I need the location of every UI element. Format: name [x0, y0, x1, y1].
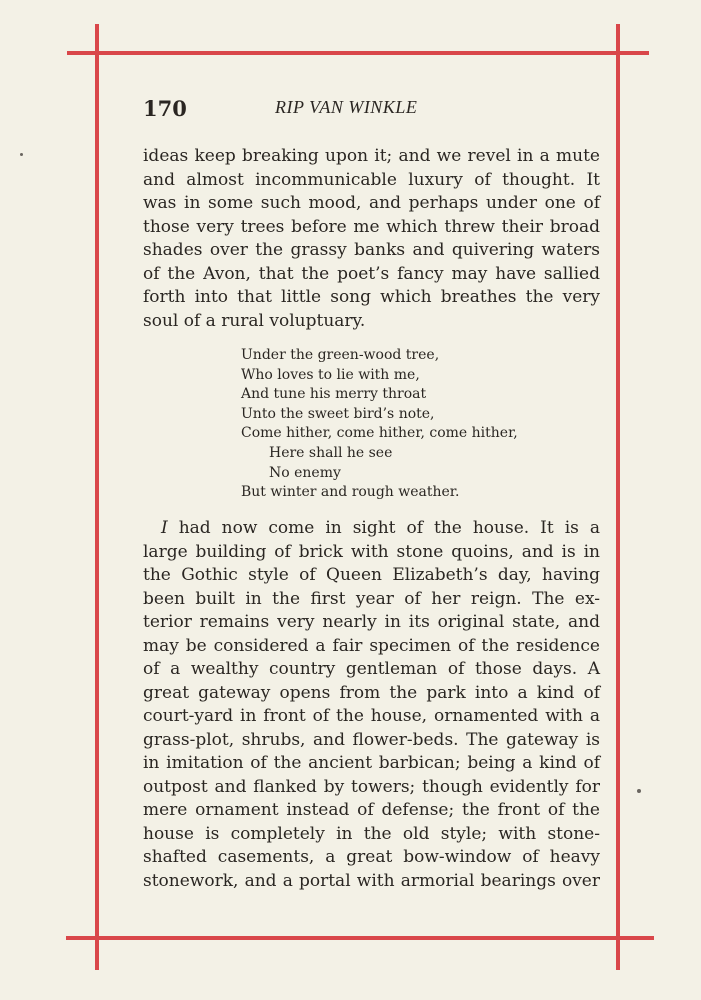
- verse-line: Come hither, come hither, come hither,: [241, 425, 518, 442]
- text-line: house is completely in the old style; with stone-: [143, 823, 600, 844]
- verse-line: Unto the sweet bird’s note,: [241, 405, 435, 422]
- text-line: in imitation of the ancient barbican; being a kind of: [143, 753, 600, 773]
- paragraph-2: [143, 517, 600, 893]
- text-line: large building of brick with stone quoins, and is in: [143, 541, 600, 562]
- page-header: [143, 96, 603, 126]
- initial-letter: I: [161, 518, 168, 538]
- text-line: ideas keep breaking upon it; and we revel in a mute: [143, 146, 600, 166]
- border-rule-left: [95, 24, 99, 970]
- border-rule-top: [67, 51, 649, 55]
- page-number: 170: [143, 96, 187, 121]
- text-line: of a wealthy country gentleman of those days. A: [143, 659, 600, 679]
- text-line: shades over the grassy banks and quivering waters: [143, 240, 600, 260]
- text-line: forth into that little song which breathes the very: [143, 287, 600, 307]
- paragraph-1: [143, 145, 600, 333]
- first-line-text: had now come in sight of the house. It is a: [167, 518, 600, 538]
- verse-line: Under the green-wood tree,: [241, 347, 440, 363]
- verse-line: And tune his merry throat: [241, 386, 427, 403]
- verse-line: No enemy: [269, 464, 341, 481]
- text-line: the Gothic style of Queen Elizabeth’s day, having: [143, 565, 600, 585]
- running-title: RIP VAN WINKLE: [275, 97, 418, 117]
- text-line: grass-plot, shrubs, and flower-beds. The gateway is: [143, 729, 600, 750]
- paper-speck: [637, 789, 641, 793]
- text-line: mere ornament instead of defense; the front of the: [143, 800, 600, 820]
- text-line: and almost incommunicable luxury of thought. It: [143, 169, 600, 190]
- text-line: great gateway opens from the park into a kind of: [143, 682, 600, 703]
- text-line: of the Avon, that the poet’s fancy may have sallied: [143, 263, 600, 284]
- verse-line: Here shall he see: [269, 444, 393, 461]
- border-rule-right: [616, 24, 620, 970]
- border-rule-bottom: [66, 936, 654, 940]
- text-line: outpost and flanked by towers; though evidently for: [143, 776, 600, 797]
- text-line: court-yard in front of the house, ornamented with a: [143, 706, 600, 726]
- text-line: may be considered a fair specimen of the residence: [143, 635, 600, 656]
- verse-line: But winter and rough weather.: [241, 484, 460, 501]
- text-line: was in some such mood, and perhaps under one of: [143, 193, 600, 213]
- paper-speck: [20, 153, 23, 156]
- text-line: terior remains very nearly in its original state, and: [143, 612, 600, 632]
- text-line: been built in the first year of her reign. The ex-: [143, 588, 600, 609]
- text-line-first: [143, 517, 600, 541]
- text-line: soul of a rural voluptuary.: [143, 310, 366, 331]
- text-line: shafted casements, a great bow-window of heavy: [143, 847, 600, 867]
- verse-line: Who loves to lie with me,: [241, 366, 420, 383]
- text-line: those very trees before me which threw their broad: [143, 216, 600, 237]
- verse-quotation: [241, 346, 518, 503]
- text-line: stonework, and a portal with armorial bearings over: [143, 870, 600, 891]
